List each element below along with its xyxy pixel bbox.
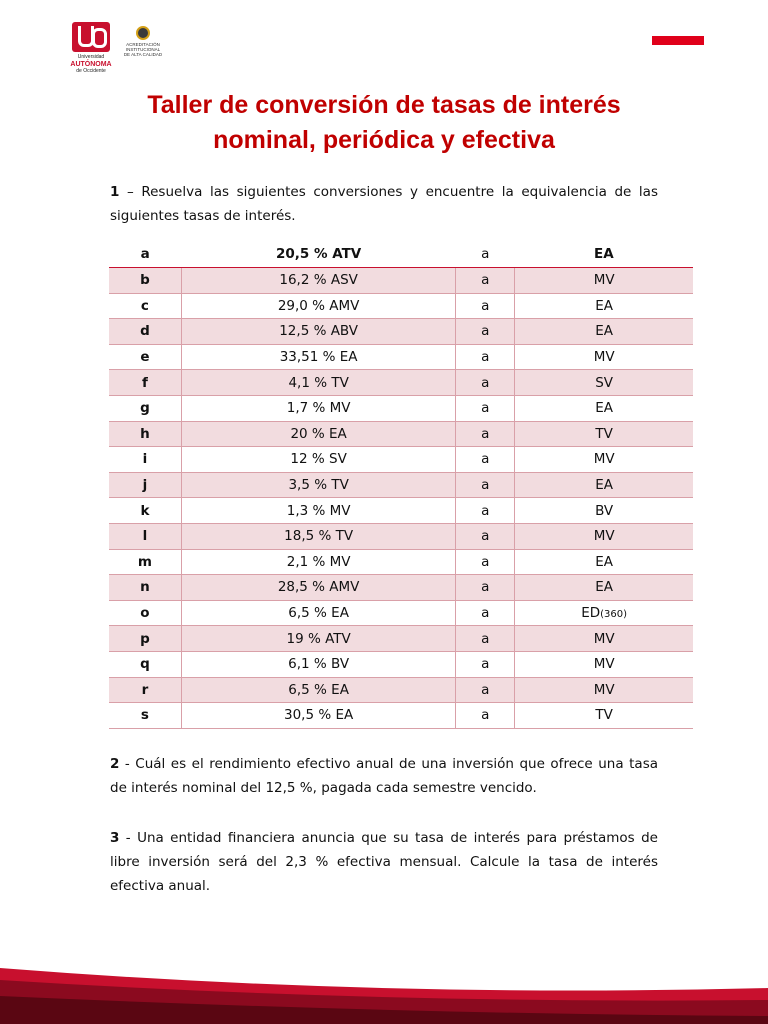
question-2-text: - Cuál es el rendimiento efectivo anual de una inversión que ofrece una tasa de interés nominal del 12,5 %, pagada cada semestre vencido.: [110, 756, 658, 796]
target-rate: MV: [515, 268, 693, 294]
table-row: [109, 293, 693, 319]
row-letter: d: [109, 319, 181, 345]
row-letter: c: [109, 293, 181, 319]
row-letter: e: [109, 344, 181, 370]
target-rate: EA: [515, 575, 693, 601]
source-rate: 28,5 % AMV: [181, 575, 456, 601]
source-rate: 3,5 % TV: [181, 472, 456, 498]
row-letter: o: [109, 600, 181, 626]
row-letter: a: [109, 240, 181, 268]
question-1-number: 1: [110, 184, 120, 200]
source-rate: 19 % ATV: [181, 626, 456, 652]
table-header-row: [109, 240, 693, 268]
accreditation-seal-icon: [136, 26, 150, 40]
connector-a: a: [456, 677, 515, 703]
source-rate: 6,5 % EA: [181, 677, 456, 703]
target-rate: MV: [515, 344, 693, 370]
header-logos: [66, 22, 164, 74]
row-letter: q: [109, 651, 181, 677]
table-row: [109, 447, 693, 473]
connector-a: a: [456, 575, 515, 601]
source-rate: 33,51 % EA: [181, 344, 456, 370]
target-rate: EA: [515, 319, 693, 345]
target-rate: TV: [515, 421, 693, 447]
table-row: [109, 472, 693, 498]
row-letter: i: [109, 447, 181, 473]
source-rate: 16,2 % ASV: [181, 268, 456, 294]
target-rate: EA: [515, 240, 693, 268]
accred-line-2: INSTITUCIONAL: [125, 47, 161, 52]
source-rate: 29,0 % AMV: [181, 293, 456, 319]
table-row: [109, 600, 693, 626]
connector-a: a: [456, 421, 515, 447]
connector-a: a: [456, 268, 515, 294]
source-rate: 1,3 % MV: [181, 498, 456, 524]
connector-a: a: [456, 472, 515, 498]
connector-a: a: [456, 626, 515, 652]
source-rate: 4,1 % TV: [181, 370, 456, 396]
row-letter: f: [109, 370, 181, 396]
source-rate: 30,5 % EA: [181, 703, 456, 729]
target-rate: EA: [515, 549, 693, 575]
source-rate: 20 % EA: [181, 421, 456, 447]
connector-a: a: [456, 395, 515, 421]
source-rate: 6,5 % EA: [181, 600, 456, 626]
question-3-number: 3: [110, 830, 120, 846]
connector-a: a: [456, 240, 515, 268]
source-rate: 12 % SV: [181, 447, 456, 473]
connector-a: a: [456, 703, 515, 729]
target-rate: ED(360): [515, 600, 693, 626]
row-letter: r: [109, 677, 181, 703]
question-2: [110, 752, 658, 800]
question-1: [110, 180, 658, 228]
target-rate: MV: [515, 626, 693, 652]
table-row: [109, 651, 693, 677]
table-row: [109, 395, 693, 421]
title-line-2: nominal, periódica y efectiva: [213, 126, 555, 154]
row-letter: b: [109, 268, 181, 294]
table-row: [109, 677, 693, 703]
table-row: [109, 319, 693, 345]
accred-line-1: ACREDITACIÓN: [126, 42, 160, 47]
target-rate: BV: [515, 498, 693, 524]
accred-line-3: DE ALTA CALIDAD: [123, 52, 163, 57]
logo-line-1: Universidad: [77, 54, 105, 60]
source-rate: 2,1 % MV: [181, 549, 456, 575]
target-rate: MV: [515, 523, 693, 549]
table-row: [109, 703, 693, 729]
table-row: [109, 421, 693, 447]
table-row: [109, 498, 693, 524]
question-3: [110, 826, 658, 898]
row-letter: s: [109, 703, 181, 729]
footer-wave-decoration: [0, 960, 768, 1024]
connector-a: a: [456, 498, 515, 524]
target-rate: MV: [515, 651, 693, 677]
source-rate: 12,5 % ABV: [181, 319, 456, 345]
connector-a: a: [456, 651, 515, 677]
target-rate: EA: [515, 293, 693, 319]
connector-a: a: [456, 370, 515, 396]
table-row: [109, 626, 693, 652]
source-rate: 6,1 % BV: [181, 651, 456, 677]
source-rate: 20,5 % ATV: [181, 240, 456, 268]
connector-a: a: [456, 549, 515, 575]
connector-a: a: [456, 523, 515, 549]
table-row: [109, 575, 693, 601]
table-row: [109, 268, 693, 294]
table-row: [109, 370, 693, 396]
row-letter: p: [109, 626, 181, 652]
target-rate: MV: [515, 677, 693, 703]
target-rate: EA: [515, 472, 693, 498]
target-rate: TV: [515, 703, 693, 729]
connector-a: a: [456, 319, 515, 345]
question-2-number: 2: [110, 756, 120, 772]
row-letter: n: [109, 575, 181, 601]
table-row: [109, 523, 693, 549]
connector-a: a: [456, 293, 515, 319]
target-rate: MV: [515, 447, 693, 473]
row-letter: g: [109, 395, 181, 421]
source-rate: 1,7 % MV: [181, 395, 456, 421]
table-row: [109, 344, 693, 370]
accreditation-logo: [122, 22, 164, 57]
logo-line-2: AUTÓNOMA: [70, 61, 112, 68]
connector-a: a: [456, 344, 515, 370]
row-letter: k: [109, 498, 181, 524]
connector-a: a: [456, 600, 515, 626]
row-letter: j: [109, 472, 181, 498]
conversion-table: [109, 240, 693, 729]
question-1-text: – Resuelva las siguientes conversiones y encuentre la equivalencia de las siguientes tasas de interés.: [110, 184, 658, 224]
header-red-bar: [652, 36, 704, 45]
row-letter: m: [109, 549, 181, 575]
row-letter: h: [109, 421, 181, 447]
uao-logo-icon: [72, 22, 110, 52]
page-title: [0, 88, 768, 158]
connector-a: a: [456, 447, 515, 473]
row-letter: l: [109, 523, 181, 549]
table-row: [109, 549, 693, 575]
target-rate: SV: [515, 370, 693, 396]
ed-suffix: (360): [600, 609, 628, 621]
title-line-1: Taller de conversión de tasas de interés: [147, 91, 621, 119]
question-3-text: - Una entidad financiera anuncia que su tasa de interés para préstamos de libre inversión será del 2,3 % efectiva mensual. Calcule la tasa de interés efectiva anual.: [110, 830, 658, 894]
target-rate: EA: [515, 395, 693, 421]
source-rate: 18,5 % TV: [181, 523, 456, 549]
logo-line-3: de Occidente: [76, 68, 106, 74]
university-logo: [66, 22, 116, 74]
